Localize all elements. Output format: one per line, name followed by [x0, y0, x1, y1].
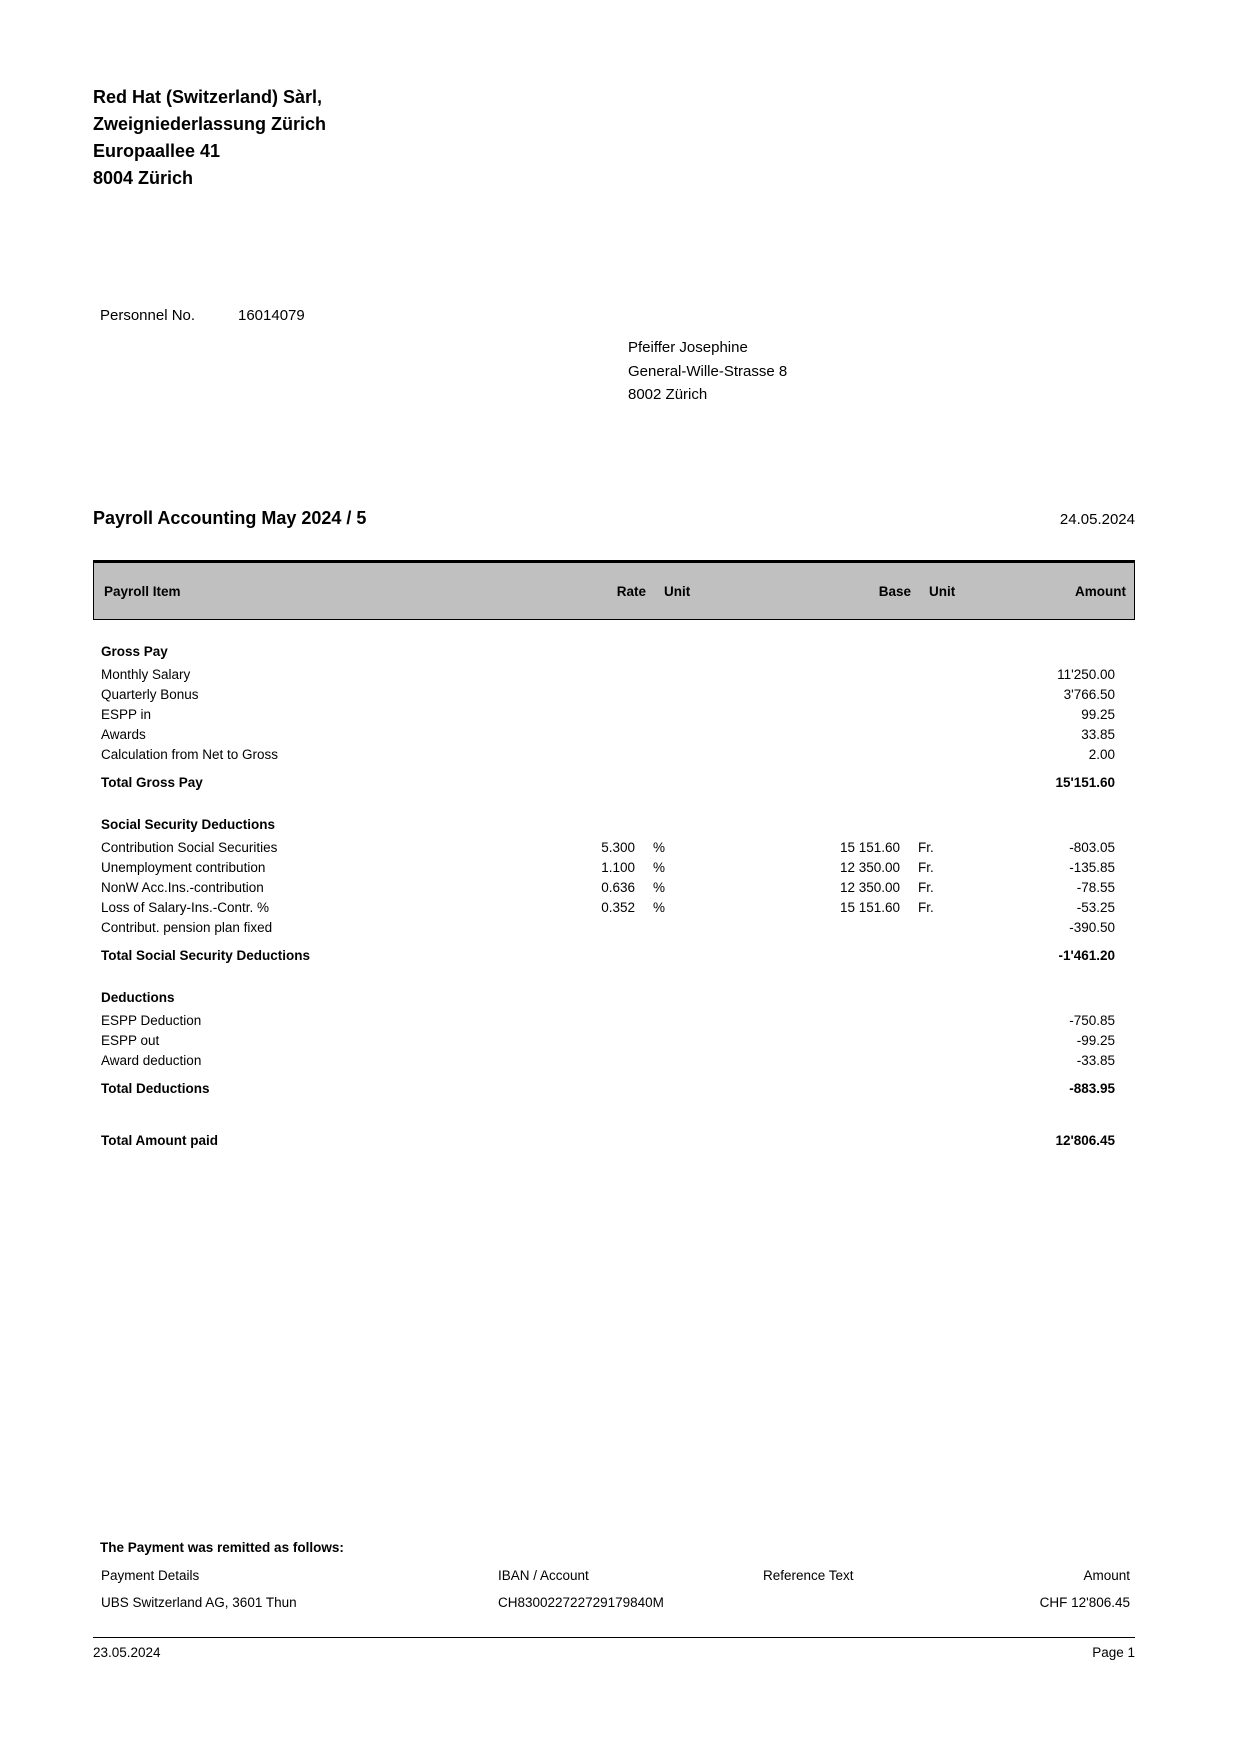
cell-amount: 33.85 [1081, 727, 1115, 742]
personnel-row [100, 307, 305, 324]
cell-rate: 1.100 [601, 860, 635, 875]
cell-item: Contribut. pension plan fixed [101, 920, 273, 935]
cell-rate-unit: % [653, 840, 666, 855]
cell-amount: -390.50 [1069, 920, 1115, 935]
total-label: Total Gross Pay [101, 775, 203, 790]
cell-rate-unit: % [653, 880, 666, 895]
table-row [93, 725, 1135, 745]
payment-iban: CH830022722729179840M [498, 1595, 664, 1610]
cell-amount: -803.05 [1069, 840, 1115, 855]
grand-total-amount: 12'806.45 [1055, 1133, 1115, 1148]
table-row [93, 878, 1135, 898]
cell-rate: 0.636 [601, 880, 635, 895]
column-header-base: Base [878, 583, 911, 599]
cell-base-unit: Fr. [918, 900, 934, 915]
section-heading-social-security: Social Security Deductions [101, 817, 276, 832]
total-amount: -1'461.20 [1058, 948, 1115, 963]
payment-heading: The Payment was remitted as follows: [100, 1540, 344, 1555]
cell-item: Award deduction [101, 1053, 202, 1068]
section-heading-gross-pay: Gross Pay [101, 644, 168, 659]
table-row [93, 918, 1135, 938]
table-row [93, 1051, 1135, 1071]
column-header-rate: Rate [616, 583, 646, 599]
column-header-rate-unit: Unit [664, 583, 691, 599]
footer [93, 1637, 1135, 1660]
table-header-row [93, 560, 1135, 620]
cell-item: ESPP in [101, 707, 152, 722]
payment-reference [763, 1593, 970, 1613]
cell-amount: -78.55 [1076, 880, 1115, 895]
cell-item: Monthly Salary [101, 667, 191, 682]
cell-base: 15 151.60 [839, 840, 900, 855]
cell-amount: 2.00 [1088, 747, 1115, 762]
payment-header-iban: IBAN / Account [498, 1568, 589, 1583]
grand-total-label: Total Amount paid [101, 1133, 218, 1148]
section-total-row [93, 946, 1135, 966]
table-row [93, 1011, 1135, 1031]
cell-item: ESPP Deduction [101, 1013, 202, 1028]
payment-header-row [93, 1566, 1135, 1586]
cell-amount: -135.85 [1069, 860, 1115, 875]
cell-item: Awards [101, 727, 146, 742]
column-header-item: Payroll Item [104, 583, 181, 599]
cell-rate: 5.300 [601, 840, 635, 855]
section-total-row [93, 1079, 1135, 1099]
cell-amount: 99.25 [1081, 707, 1115, 722]
cell-rate: 0.352 [601, 900, 635, 915]
table-row [93, 685, 1135, 705]
payment-amount: CHF 12'806.45 [1039, 1595, 1130, 1610]
document-date: 24.05.2024 [1059, 511, 1135, 528]
cell-base: 15 151.60 [839, 900, 900, 915]
grand-total-row [93, 1131, 1135, 1151]
payment-header-details: Payment Details [101, 1568, 200, 1583]
footer-page: Page 1 [1092, 1645, 1135, 1660]
table-row [93, 838, 1135, 858]
total-label: Total Deductions [101, 1081, 210, 1096]
employee-street: General-Wille-Strasse 8 [628, 362, 788, 380]
cell-amount: -33.85 [1076, 1053, 1115, 1068]
cell-amount: -750.85 [1069, 1013, 1115, 1028]
company-address-line: Red Hat (Switzerland) Sàrl, [93, 87, 323, 107]
cell-amount: -99.25 [1076, 1033, 1115, 1048]
column-header-base-unit: Unit [929, 583, 956, 599]
cell-item: Calculation from Net to Gross [101, 747, 279, 762]
cell-rate-unit: % [653, 900, 666, 915]
table-row [93, 858, 1135, 878]
cell-amount: 3'766.50 [1063, 687, 1115, 702]
employee-city: 8002 Zürich [628, 386, 708, 403]
payment-header-amount: Amount [1083, 1568, 1130, 1583]
cell-rate-unit: % [653, 860, 666, 875]
section-total-row [93, 773, 1135, 793]
cell-base-unit: Fr. [918, 880, 934, 895]
cell-item: Loss of Salary-Ins.-Contr. % [101, 900, 270, 915]
title-row [93, 508, 1135, 529]
table-row [93, 1031, 1135, 1051]
total-amount: -883.95 [1069, 1081, 1115, 1096]
table-row [93, 745, 1135, 765]
total-amount: 15'151.60 [1055, 775, 1115, 790]
company-address-line: 8004 Zürich [93, 168, 194, 188]
page-title: Payroll Accounting May 2024 / 5 [93, 508, 367, 528]
payment-bank: UBS Switzerland AG, 3601 Thun [101, 1595, 297, 1610]
payroll-table [93, 560, 1135, 1151]
table-row [93, 665, 1135, 685]
total-label: Total Social Security Deductions [101, 948, 311, 963]
cell-item: Contribution Social Securities [101, 840, 278, 855]
cell-amount: -53.25 [1076, 900, 1115, 915]
cell-base-unit: Fr. [918, 840, 934, 855]
cell-item: Unemployment contribution [101, 860, 266, 875]
company-address-line: Europaallee 41 [93, 141, 221, 161]
cell-item: NonW Acc.Ins.-contribution [101, 880, 264, 895]
cell-amount: 11'250.00 [1057, 667, 1115, 682]
personnel-number: 16014079 [238, 307, 305, 324]
column-header-amount: Amount [1075, 583, 1126, 599]
cell-item: ESPP out [101, 1033, 160, 1048]
cell-base: 12 350.00 [839, 860, 900, 875]
cell-base: 12 350.00 [839, 880, 900, 895]
cell-base-unit: Fr. [918, 860, 934, 875]
table-row [93, 898, 1135, 918]
payment-header-reference: Reference Text [763, 1568, 854, 1583]
employee-address [628, 336, 787, 407]
section-heading-deductions: Deductions [101, 990, 175, 1005]
payment-value-row [93, 1593, 1135, 1613]
employee-name: Pfeiffer Josephine [628, 339, 748, 356]
personnel-label: Personnel No. [100, 307, 196, 324]
payment-section [93, 1538, 1135, 1613]
cell-item: Quarterly Bonus [101, 687, 199, 702]
company-address-line: Zweigniederlassung Zürich [93, 114, 327, 134]
company-address [93, 84, 326, 192]
table-row [93, 705, 1135, 725]
footer-date: 23.05.2024 [93, 1645, 161, 1660]
